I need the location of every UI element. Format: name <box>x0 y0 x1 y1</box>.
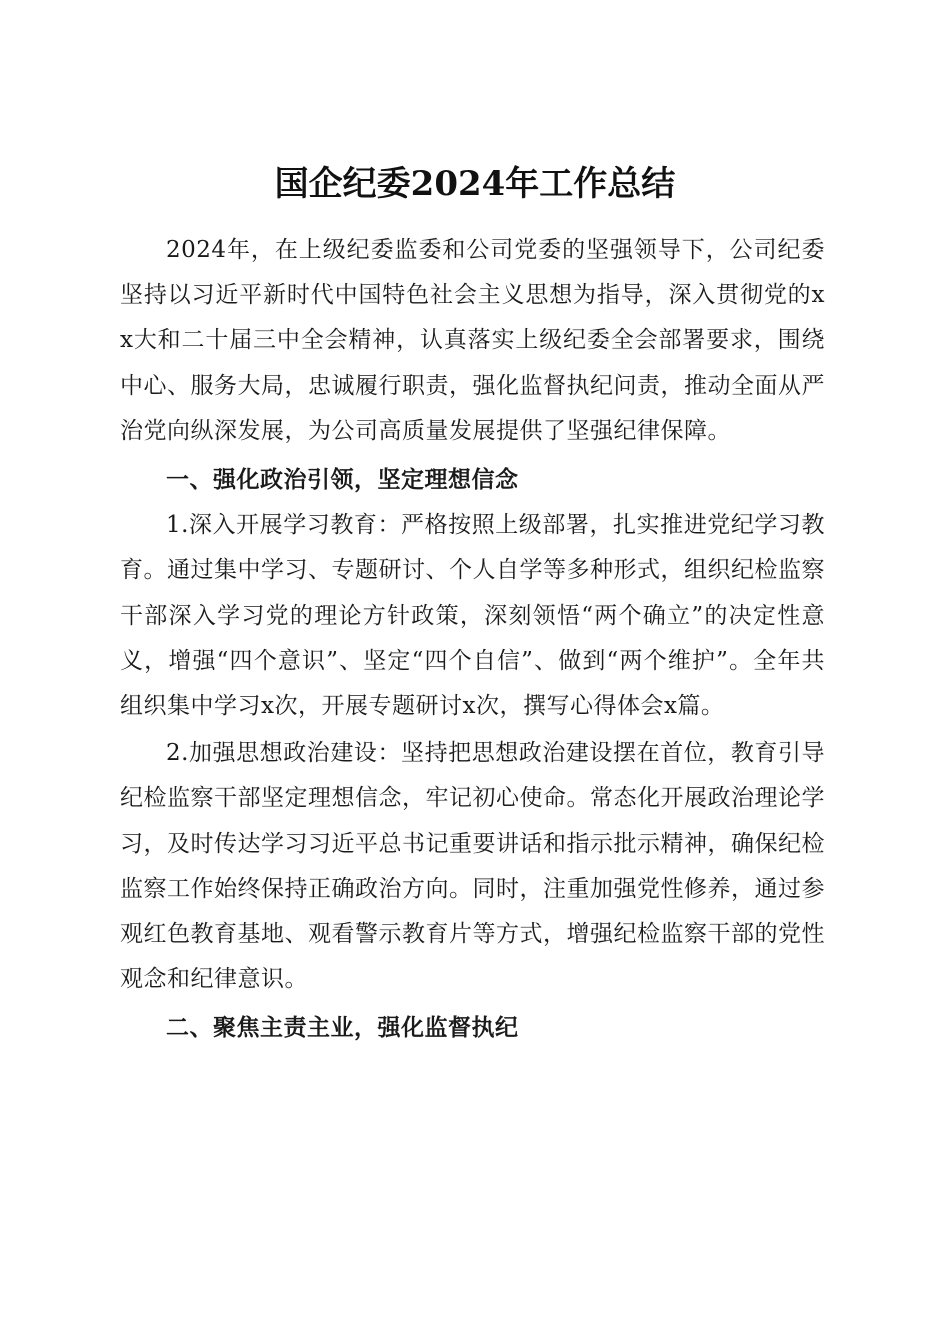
document-body <box>120 228 825 1052</box>
section-heading-2: 二、聚焦主责主业，强化监督执纪 <box>166 1015 519 1042</box>
document-title: 国企纪委2024年工作总结 <box>274 163 676 204</box>
intro-paragraph: 2024年，在上级纪委监委和公司党委的坚强领导下，公司纪委坚持以习近平新时代中国特色社会主义思想为指导，深入贯彻党的xx大和二十届三中全会精神，认真落实上级纪委全会部署要求，围绕中心、服务大局，忠诚履行职责，强化监督执纪问责，推动全面从严治党向纵深发展，为公司高质量发展提供了坚强纪律保障。 <box>120 237 825 444</box>
section-heading-1: 一、强化政治引领，坚定理想信念 <box>166 467 519 494</box>
section-1-paragraph-1: 1.深入开展学习教育：严格按照上级部署，扎实推进党纪学习教育。通过集中学习、专题研讨、个人自学等多种形式，组织纪检监察干部深入学习党的理论方针政策，深刻领悟“两个确立”的决定性意义，增强“四个意识”、坚定“四个自信”、做到“两个维护”。全年共组织集中学习x次，开展专题研讨x次，撰写心得体会x篇。 <box>120 512 825 720</box>
section-1-paragraph-2: 2.加强思想政治建设：坚持把思想政治建设摆在首位，教育引导纪检监察干部坚定理想信念，牢记初心使命。常态化开展政治理论学习，及时传达学习习近平总书记重要讲话和指示批示精神，确保纪检监察工作始终保持正确政治方向。同时，注重加强党性修养，通过参观红色教育基地、观看警示教育片等方式，增强纪检监察干部的党性观念和纪律意识。 <box>120 740 825 993</box>
